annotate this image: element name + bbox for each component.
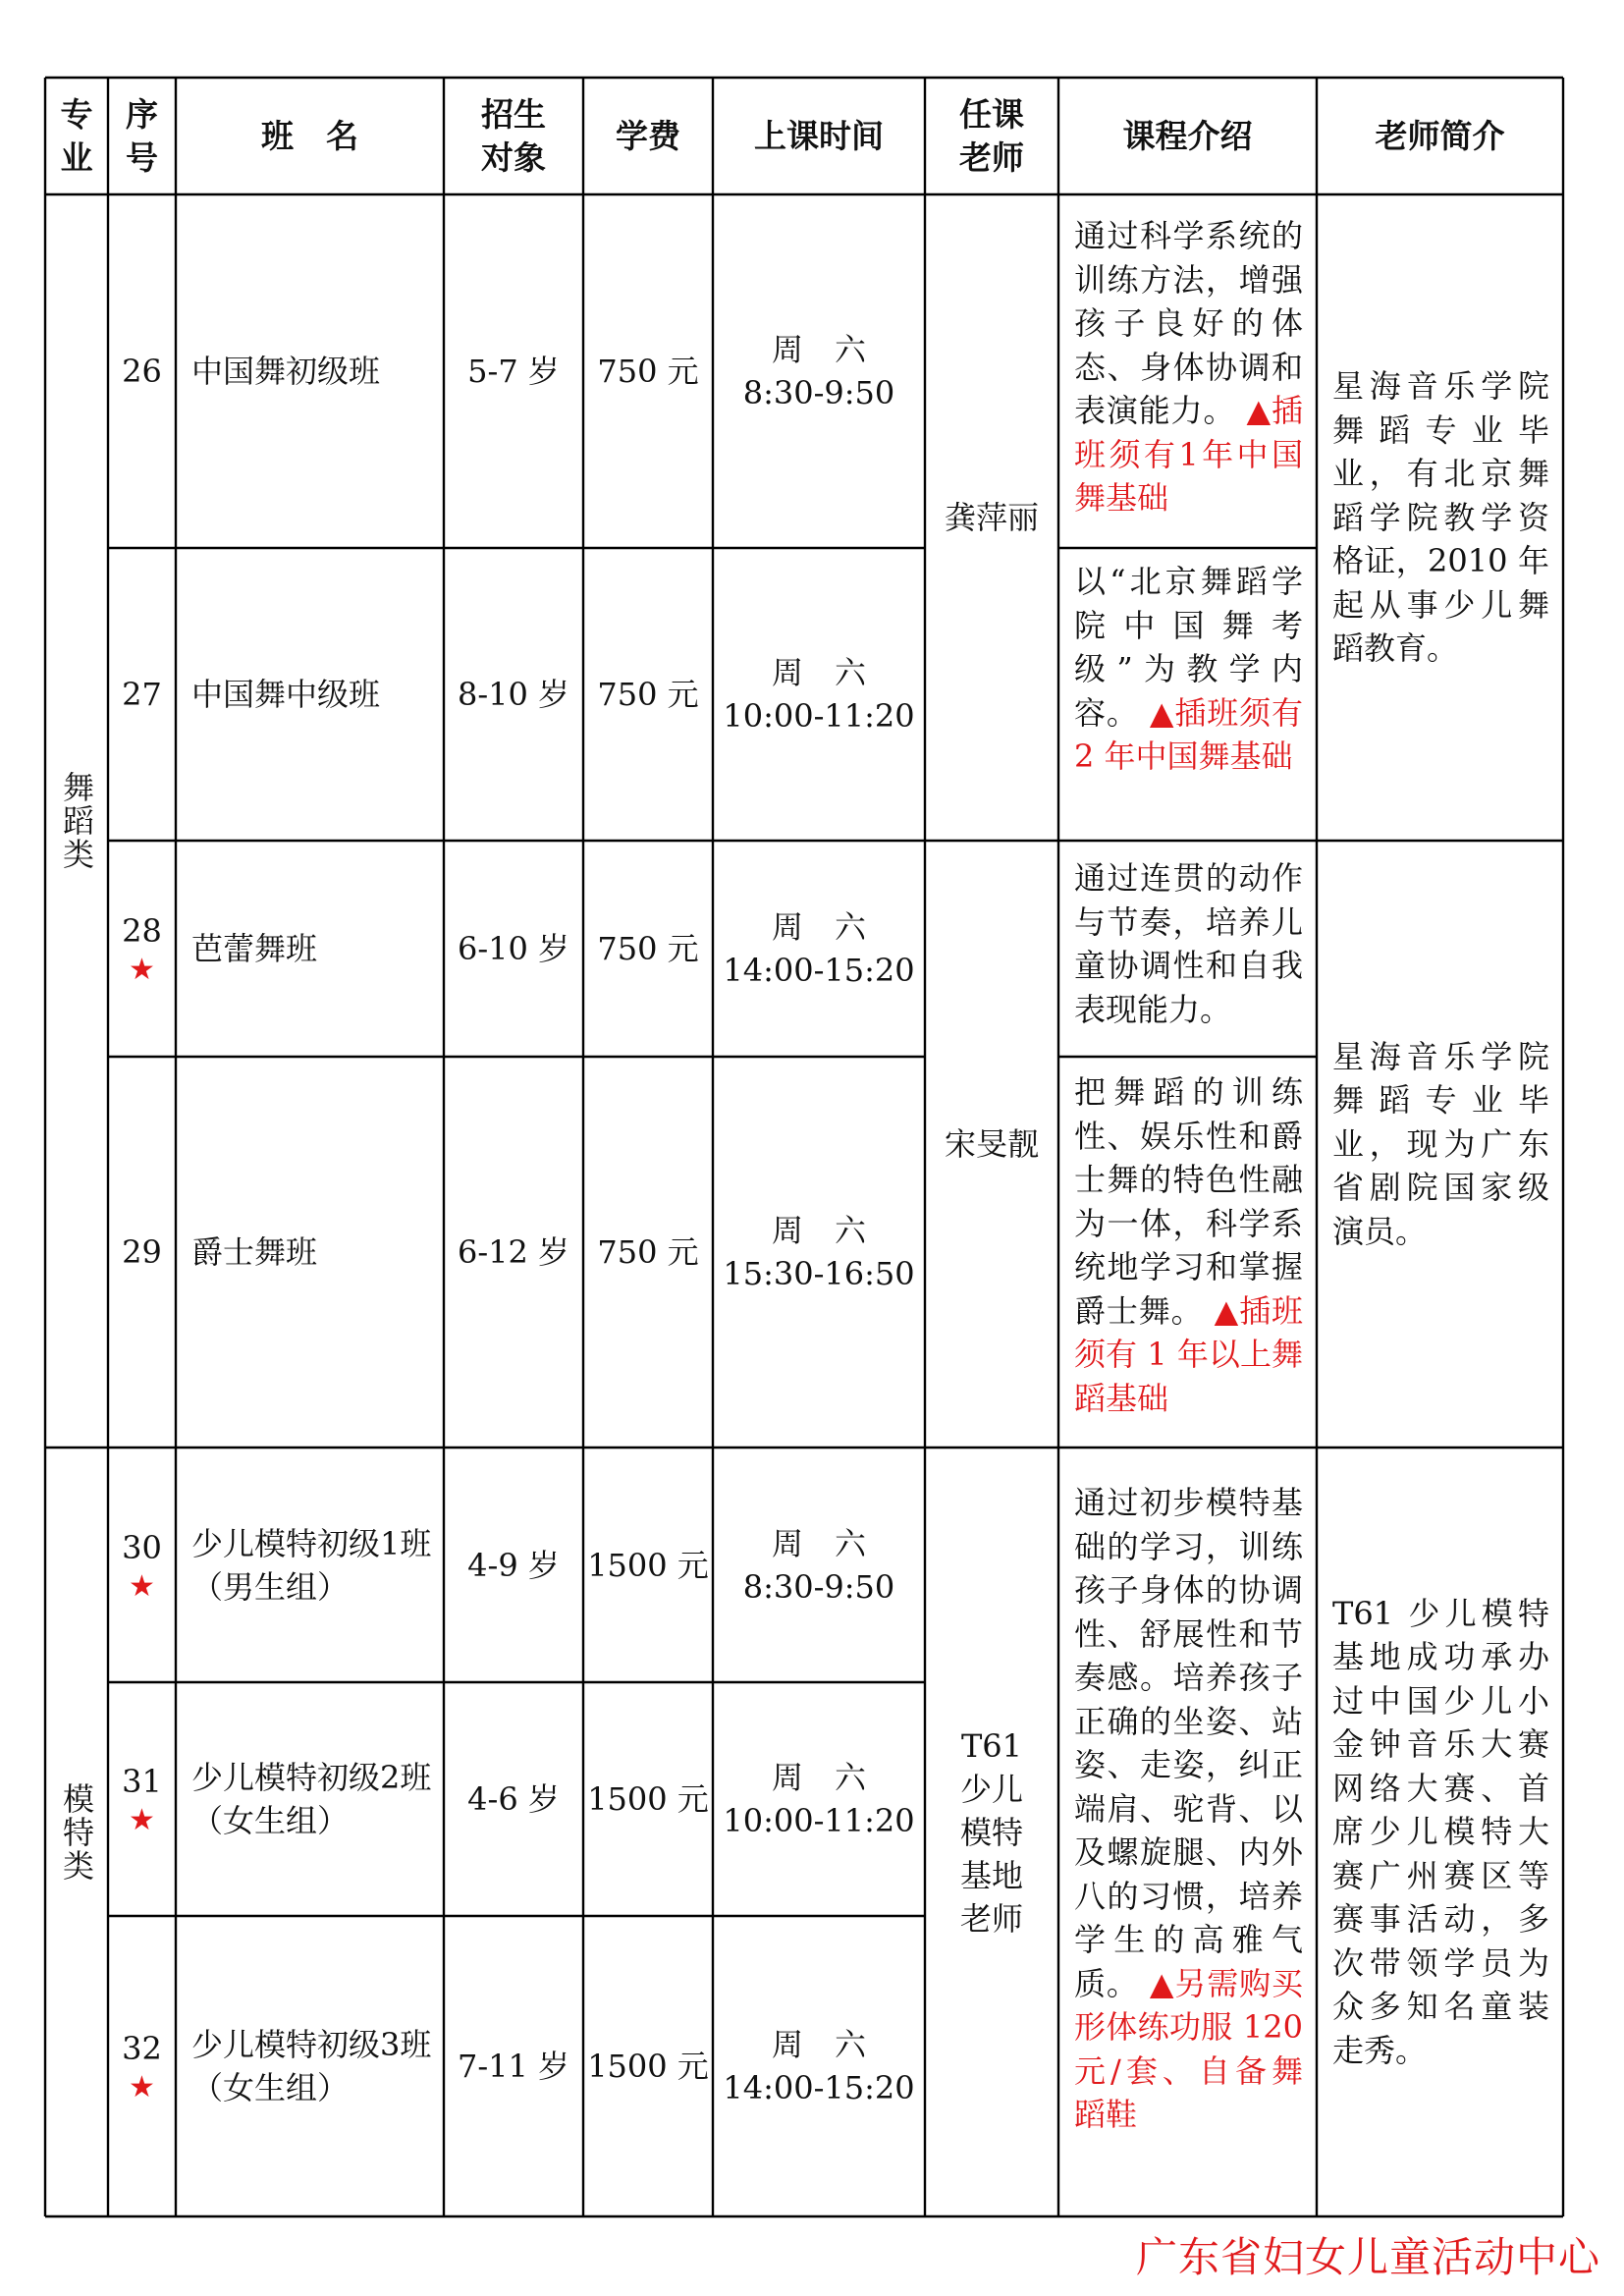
row-32-seq xyxy=(108,1916,176,2216)
intro-note: ▲另需购买形体练功服 120 元/套、自备舞蹈鞋 xyxy=(1074,1964,1303,2133)
bio-gong-cell xyxy=(1317,194,1563,841)
row-26-fee: 750 元 xyxy=(597,353,699,390)
intro-note: ▲插班须有1年中国舞基础 xyxy=(1074,392,1303,517)
intro-26 xyxy=(1058,214,1317,520)
header-intro: 课程介绍 xyxy=(1122,116,1253,155)
row-28-time xyxy=(713,841,925,1057)
row-31-age: 4-6 岁 xyxy=(467,1780,560,1818)
header-seq: 序 号 xyxy=(126,94,158,177)
row-26-seq xyxy=(108,194,176,548)
row-32-age: 7-11 岁 xyxy=(457,2048,570,2085)
row-30-age: 4-9 岁 xyxy=(467,1546,560,1584)
class-group: （女生组） xyxy=(191,2069,350,2106)
class-time: 8:30-9:50 xyxy=(742,374,895,411)
intro-text: 通过连贯的动作与节奏，培养儿童协调性和自我表现能力。 xyxy=(1074,859,1303,1028)
intro-text: 把舞蹈的训练性、娱乐性和爵士舞的特色性融为一体，科学系统地学习和掌握爵士舞。 xyxy=(1074,1073,1303,1330)
class-time: 10:00-11:20 xyxy=(723,697,915,735)
row-30-fee: 1500 元 xyxy=(587,1546,709,1584)
class-group: （男生组） xyxy=(191,1567,350,1606)
class-time: 14:00-15:20 xyxy=(723,2069,915,2106)
intro-note: ▲插班须有 1 年以上舞蹈基础 xyxy=(1074,1291,1303,1417)
row-26-time xyxy=(713,194,925,548)
row-27-age: 8-10 岁 xyxy=(457,676,570,713)
intro-text: 通过科学系统的训练方法，增强孩子良好的体态、身体协调和表演能力。 xyxy=(1074,217,1303,429)
header-teacher: 任课 老师 xyxy=(959,94,1024,177)
category-dance xyxy=(45,194,108,1448)
row-29-fee: 750 元 xyxy=(597,1233,699,1271)
star-icon: ★ xyxy=(129,953,155,987)
star-icon: ★ xyxy=(129,1568,155,1604)
category-model xyxy=(45,1448,108,2216)
teacher-t61: T61 少儿 模特 基地 老师 xyxy=(959,1726,1023,1938)
header-time: 上课时间 xyxy=(754,116,884,155)
class-name: 少儿模特初级3班 xyxy=(191,2026,432,2063)
row-31-seq xyxy=(108,1682,176,1916)
bio-t61: T61 少儿模特基地成功承办过中国少儿小金钟音乐大赛网络大赛、首席少儿模特大赛广州赛区等赛事活动，多次带领学员为众多知名童装走秀。 xyxy=(1332,1594,1549,2069)
row-31-fee: 1500 元 xyxy=(587,1780,709,1818)
category-dance-label: 舞蹈类 xyxy=(58,771,95,871)
seq-number: 30 xyxy=(122,1528,162,1566)
intro-note: ▲插班须有 2 年中国舞基础 xyxy=(1074,693,1303,775)
seq-number: 27 xyxy=(122,676,162,713)
intro-29 xyxy=(1058,1070,1317,1420)
star-icon: ★ xyxy=(129,2070,155,2105)
seq-number: 28 xyxy=(122,912,162,950)
row-28-age: 6-10 岁 xyxy=(457,930,570,967)
header-fee: 学费 xyxy=(616,116,680,155)
row-26-name: 中国舞初级班 xyxy=(191,353,381,390)
class-time: 15:30-16:50 xyxy=(723,1255,915,1292)
class-name: 少儿模特初级1班 xyxy=(191,1524,432,1562)
class-name: 少儿模特初级2班 xyxy=(191,1759,432,1796)
class-day: 周 六 xyxy=(771,1759,866,1796)
row-32-name xyxy=(176,1916,444,2216)
class-day: 周 六 xyxy=(771,1524,866,1562)
bio-t61-cell xyxy=(1317,1448,1563,2216)
row-29-age: 6-12 岁 xyxy=(457,1233,570,1271)
class-day: 周 六 xyxy=(771,654,866,691)
row-26-age: 5-7 岁 xyxy=(467,353,560,390)
class-time: 8:30-9:50 xyxy=(742,1567,895,1606)
footer-organization: 广东省妇女儿童活动中心 xyxy=(1135,2233,1600,2281)
row-27-time xyxy=(713,548,925,841)
row-27-seq xyxy=(108,548,176,841)
header-target: 招生 对象 xyxy=(481,94,546,177)
intro-30-32 xyxy=(1058,1481,1317,2137)
teacher-gong: 龚萍丽 xyxy=(944,499,1039,536)
row-27-name: 中国舞中级班 xyxy=(191,676,381,713)
row-32-fee: 1500 元 xyxy=(587,2048,709,2085)
intro-27 xyxy=(1058,560,1317,779)
class-day: 周 六 xyxy=(771,1212,866,1249)
seq-number: 31 xyxy=(122,1763,162,1800)
row-30-seq xyxy=(108,1448,176,1682)
header-major: 专 业 xyxy=(60,94,93,177)
row-30-name xyxy=(176,1448,444,1682)
row-29-name: 爵士舞班 xyxy=(191,1233,318,1271)
seq-number: 32 xyxy=(122,2030,162,2067)
seq-number: 29 xyxy=(122,1233,162,1271)
row-28-fee: 750 元 xyxy=(597,930,699,967)
class-day: 周 六 xyxy=(771,331,866,368)
row-27-fee: 750 元 xyxy=(597,676,699,713)
row-29-seq xyxy=(108,1057,176,1448)
intro-text: 通过初步模特基础的学习，训练孩子身体的协调性、舒展性和节奏感。培养孩子正确的坐姿、站姿、走姿，纠正端肩、驼背、以及螺旋腿、内外八的习惯，培养学生的高雅气质。 xyxy=(1074,1484,1303,2002)
star-icon: ★ xyxy=(129,1803,155,1837)
bio-gong: 星海音乐学院舞蹈专业毕业，有北京舞蹈学院教学资格证，2010 年起从事少儿舞蹈教育。 xyxy=(1332,367,1549,668)
class-time: 10:00-11:20 xyxy=(723,1802,915,1839)
class-time: 14:00-15:20 xyxy=(723,952,915,989)
class-day: 周 六 xyxy=(771,908,866,946)
teacher-song: 宋旻靓 xyxy=(944,1125,1039,1163)
row-32-time xyxy=(713,1916,925,2216)
bio-song: 星海音乐学院舞蹈专业毕业，现为广东省剧院国家级演员。 xyxy=(1332,1037,1549,1250)
class-day: 周 六 xyxy=(771,2026,866,2063)
seq-number: 26 xyxy=(122,353,162,390)
header-class-name: 班 名 xyxy=(261,116,358,155)
intro-text: 以“北京舞蹈学院中国舞考级”为教学内容。 xyxy=(1074,563,1303,732)
row-28-name: 芭蕾舞班 xyxy=(191,930,318,967)
category-model-label: 模特类 xyxy=(58,1781,95,1883)
row-28-seq xyxy=(108,841,176,1057)
class-group: （女生组） xyxy=(191,1802,350,1839)
row-30-time xyxy=(713,1448,925,1682)
row-29-time xyxy=(713,1057,925,1448)
bio-song-cell xyxy=(1317,841,1563,1448)
header-bio: 老师简介 xyxy=(1375,116,1505,155)
row-31-time xyxy=(713,1682,925,1916)
row-31-name xyxy=(176,1682,444,1916)
intro-28 xyxy=(1058,856,1317,1031)
